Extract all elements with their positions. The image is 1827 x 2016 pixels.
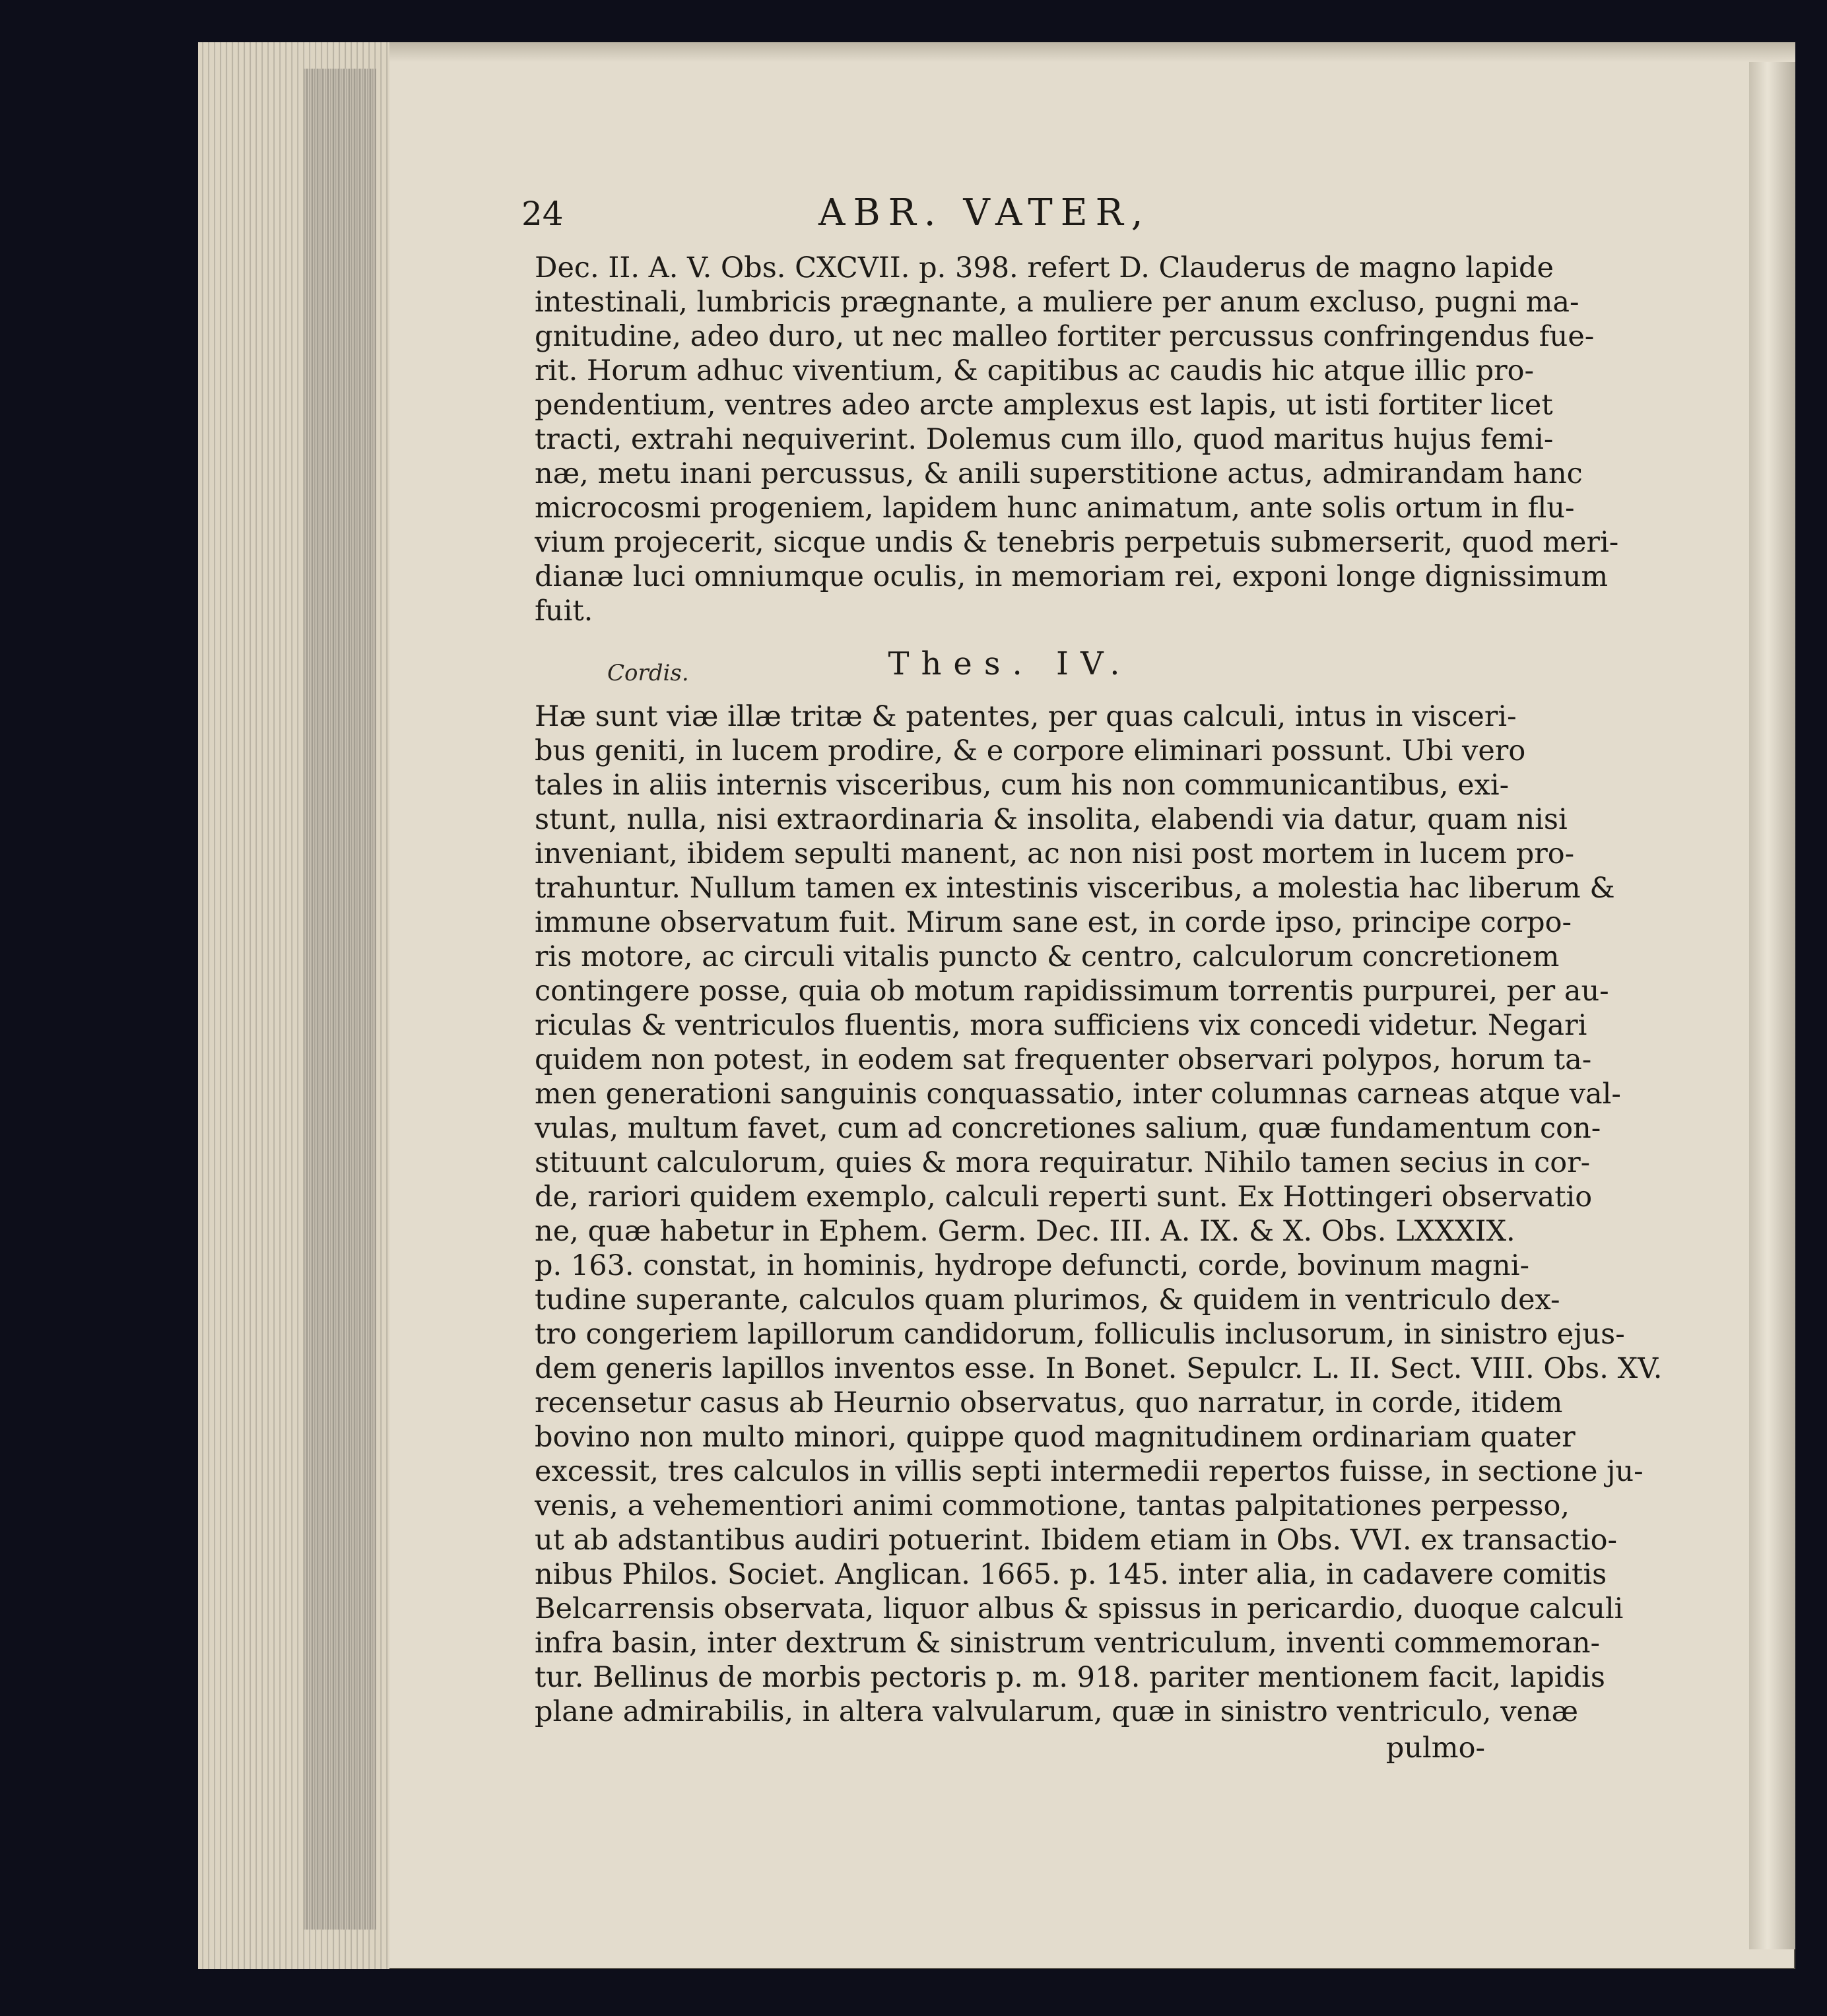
text-line: ne, quæ habetur in Ephem. Germ. Dec. III. A. IX. & X. Obs. LXXXIX. [535,1215,1515,1248]
text-line: tales in aliis internis visceribus, cum his non communicantibus, exi- [535,769,1510,802]
text-line: Dec. II. A. V. Obs. CXCVII. p. 398. refert D. Clauderus de magno lapide [535,251,1554,284]
text-line: stunt, nulla, nisi extraordinaria & insolita, elabendi via datur, quam nisi [535,803,1568,836]
text-page [515,152,1716,1947]
text-line: microcosmi progeniem, lapidem hunc animatum, ante solis ortum in flu- [535,492,1575,525]
text-line: bovino non multo minori, quippe quod magnitudinem ordinariam quater [535,1421,1576,1454]
text-line: inveniant, ibidem sepulti manent, ac non nisi post mortem in lucem pro- [535,837,1575,870]
text-line: gnitudine, adeo duro, ut nec malleo fortiter percussus confringendus fue- [535,320,1595,353]
paragraph-1 [535,251,1619,628]
text-line: immune observatum fuit. Mirum sane est, in corde ipso, principe corpo- [535,906,1572,939]
text-line: tudine superante, calculos quam plurimos, & quidem in ventriculo dex- [535,1284,1560,1317]
text-line: intestinali, lumbricis prægnante, a muliere per anum excluso, pugni ma- [535,286,1579,319]
text-line: tur. Bellinus de morbis pectoris p. m. 918. pariter mentionem facit, lapidis [535,1661,1605,1694]
text-line: venis, a vehementiori animi commotione, tantas palpitationes perpesso, [535,1489,1570,1522]
text-line: Belcarrensis observata, liquor albus & spissus in pericardio, duoque calculi [535,1592,1624,1625]
text-line: Hæ sunt viæ illæ tritæ & patentes, per quas calculi, intus in visceri- [535,700,1517,733]
text-line: ris motore, ac circuli vitalis puncto & centro, calculorum concretionem [535,940,1560,973]
text-line: nibus Philos. Societ. Anglican. 1665. p. 145. inter alia, in cadavere comitis [535,1558,1607,1591]
margin-note: Cordis. [607,660,689,686]
section-heading: Thes. IV. [888,645,1132,682]
text-line: men generationi sanguinis conquassatio, inter columnas carneas atque val- [535,1078,1621,1111]
text-line: trahuntur. Nullum tamen ex intestinis visceribus, a molestia hac liberum & [535,872,1615,905]
text-line: fuit. [535,595,593,628]
text-line: stituunt calculorum, quies & mora requiratur. Nihilo tamen secius in cor- [535,1146,1591,1179]
text-line: vulas, multum favet, cum ad concretiones salium, quæ fundamentum con- [535,1112,1601,1145]
running-head [515,191,1716,251]
text-line: plane admirabilis, in altera valvularum, quæ in sinistro ventriculo, venæ [535,1695,1579,1728]
paragraph-2 [535,699,1663,1729]
text-line: tro congeriem lapillorum candidorum, folliculis inclusorum, in sinistro ejus- [535,1318,1625,1351]
text-line: vium projecerit, sicque undis & tenebris perpetuis submerserit, quod meri- [535,526,1619,559]
text-line: ut ab adstantibus audiri potuerint. Ibidem etiam in Obs. VVI. ex transactio- [535,1524,1618,1557]
book-gutter [304,69,376,1930]
text-line: contingere posse, quia ob motum rapidissimum torrentis purpurei, per au- [535,975,1609,1008]
text-line: infra basin, inter dextrum & sinistrum ventriculum, inventi commemoran- [535,1627,1601,1660]
text-line: dem generis lapillos inventos esse. In Bonet. Sepulcr. L. II. Sect. VIII. Obs. XV. [535,1352,1663,1385]
text-line: rit. Horum adhuc viventium, & capitibus ac caudis hic atque illic pro- [535,354,1535,387]
facing-page-edge [1749,62,1795,1949]
text-line: tracti, extrahi nequiverint. Dolemus cum illo, quod maritus hujus femi- [535,423,1554,456]
text-line: bus geniti, in lucem prodire, & e corpore eliminari possunt. Ubi vero [535,734,1526,767]
text-line: dianæ luci omniumque oculis, in memoriam rei, exponi longe dignissimum [535,560,1609,593]
catchword: pulmo- [1385,1732,1485,1765]
text-line: quidem non potest, in eodem sat frequenter observari polypos, horum ta- [535,1043,1592,1076]
running-head-title: ABR. VATER, [818,191,1151,234]
text-line: excessit, tres calculos in villis septi intermedii repertos fuisse, in sectione ju- [535,1455,1644,1488]
text-line: næ, metu inani percussus, & anili superstitione actus, admirandam hanc [535,457,1583,490]
text-line: p. 163. constat, in hominis, hydrope defuncti, corde, bovinum magni- [535,1249,1529,1282]
text-line: recensetur casus ab Heurnio observatus, quo narratur, in corde, itidem [535,1386,1563,1419]
text-line: pendentium, ventres adeo arcte amplexus est lapis, ut isti fortiter licet [535,389,1553,422]
page-number: 24 [521,195,564,233]
page-top-edge [198,42,1795,62]
text-line: de, rariori quidem exemplo, calculi reperti sunt. Ex Hottingeri observatio [535,1181,1593,1214]
text-line: riculas & ventriculos fluentis, mora sufficiens vix concedi videtur. Negari [535,1009,1587,1042]
